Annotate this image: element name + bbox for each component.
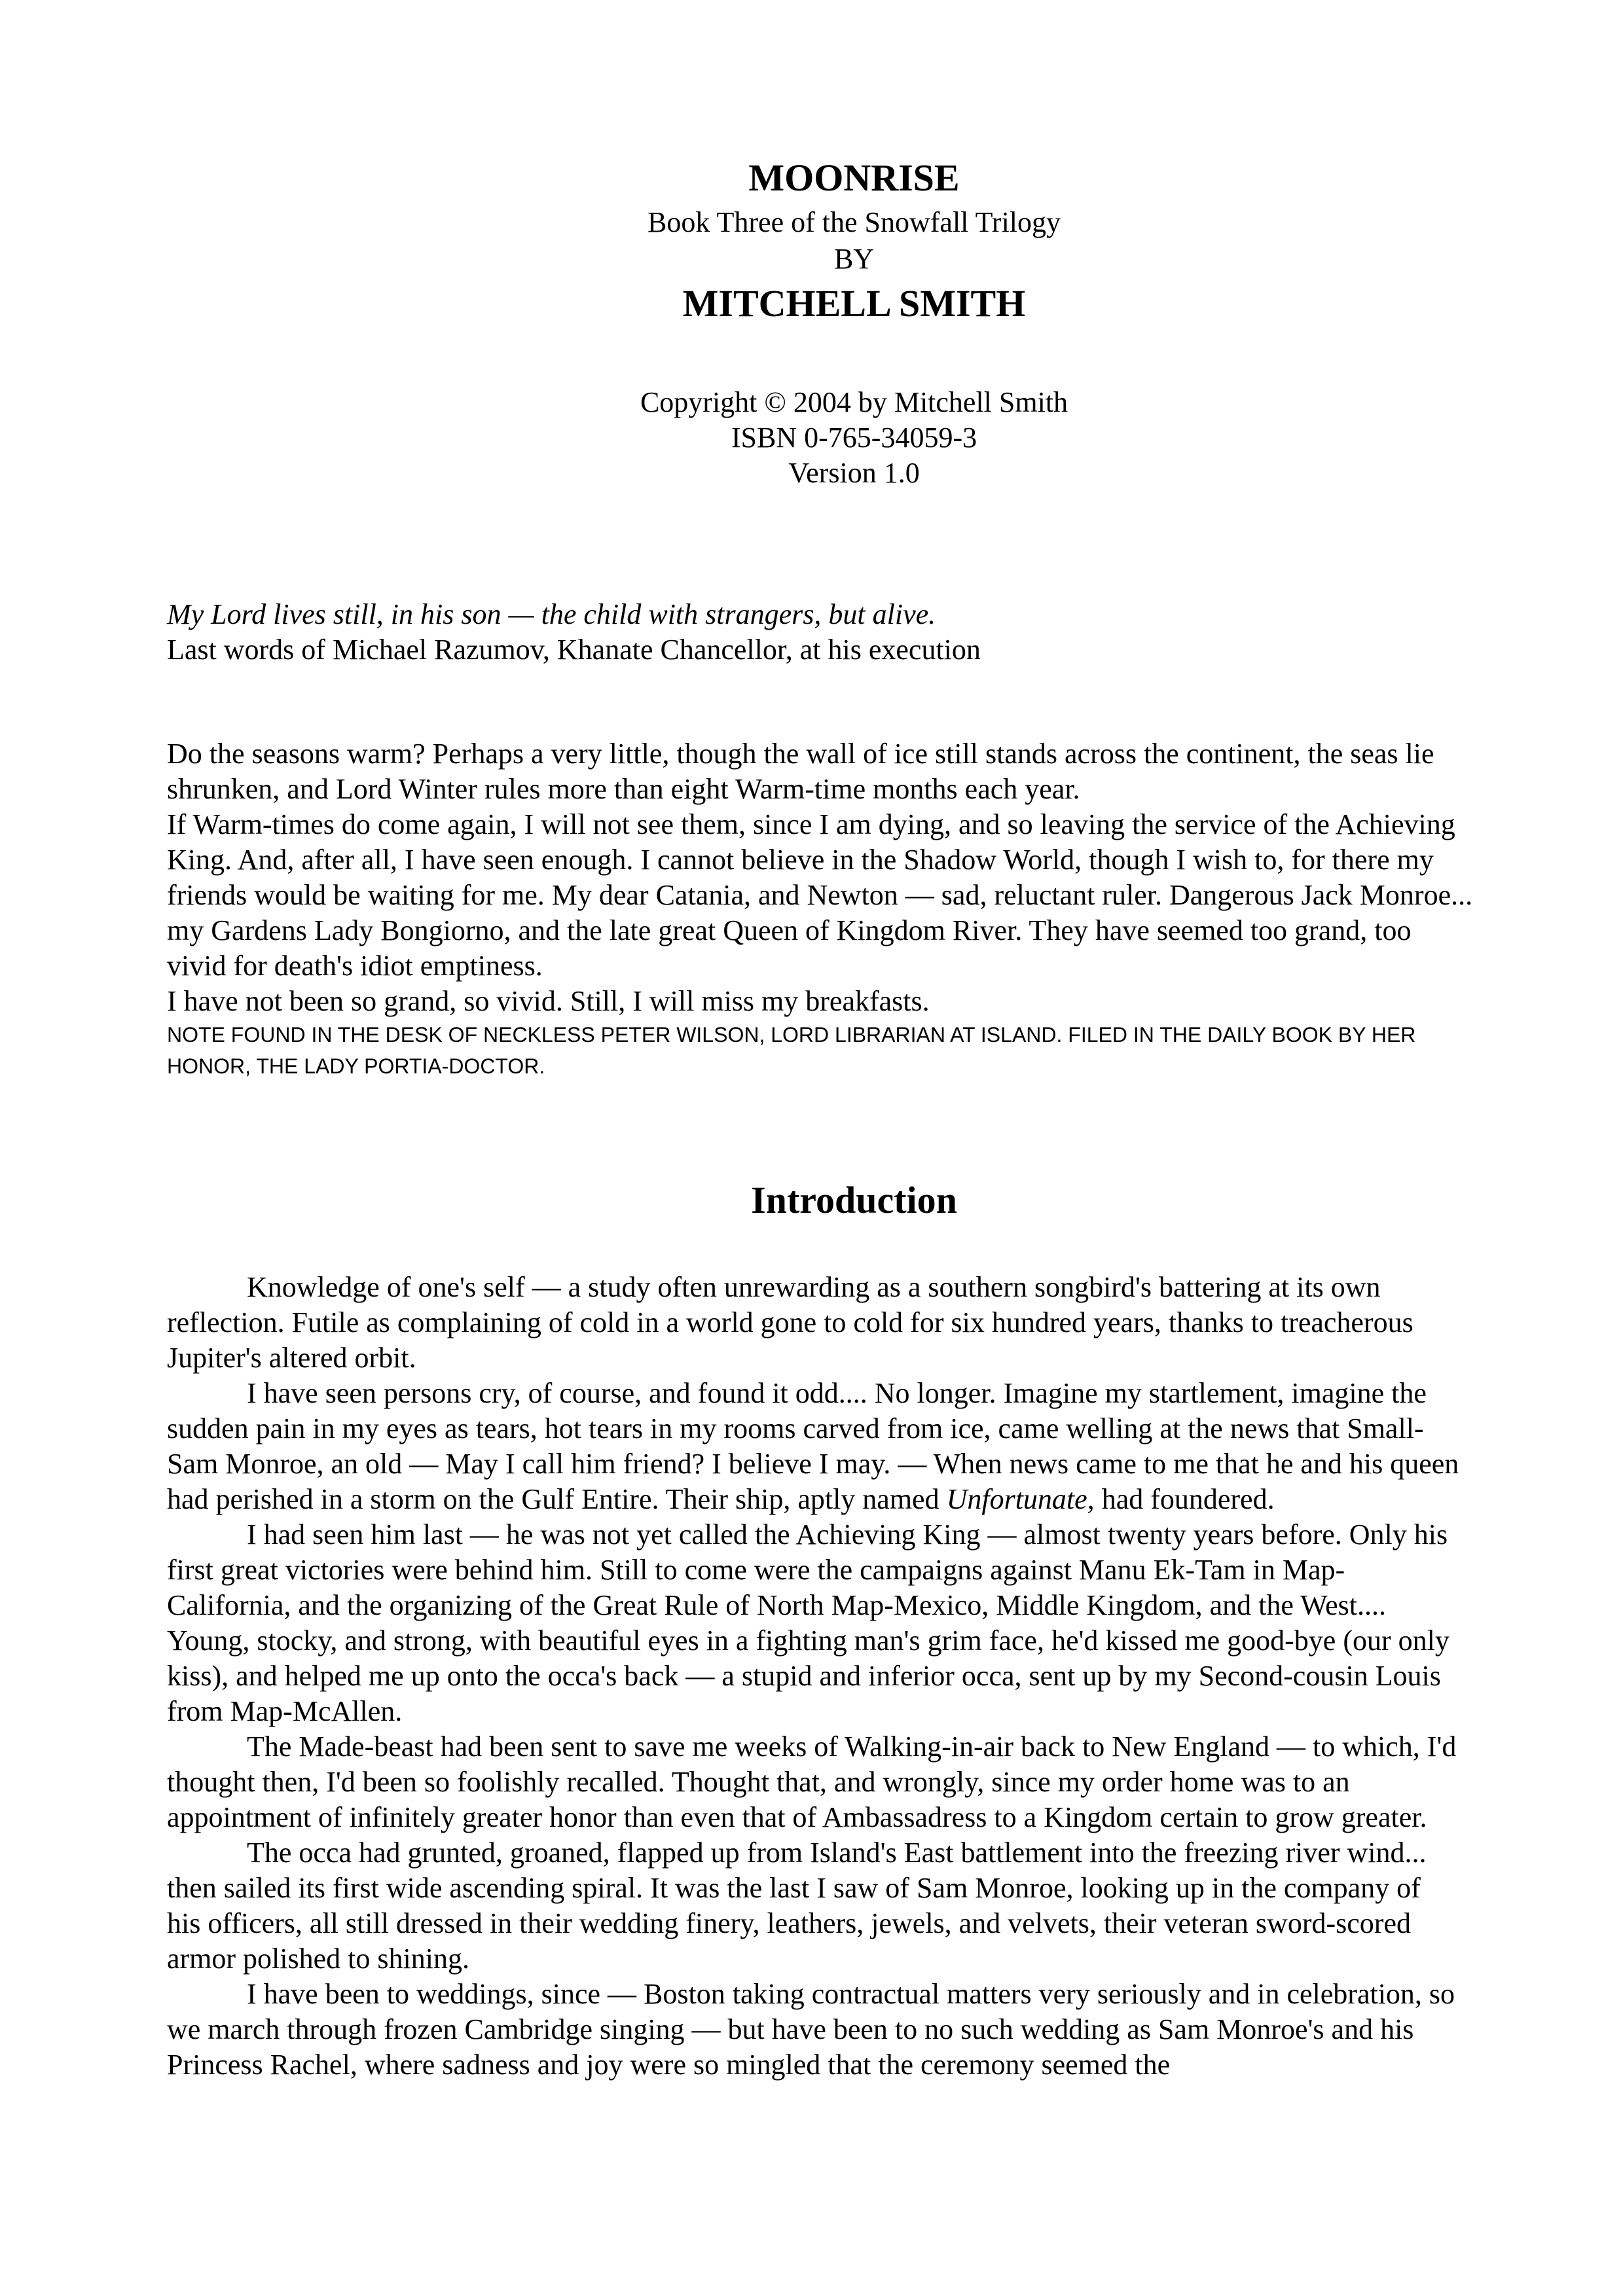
copyright-notice: Copyright © 2004 by Mitchell Smith — [640, 386, 1068, 418]
epigraph-quote: My Lord lives still, in his son — the child with strangers, but alive. — [167, 598, 936, 630]
author-name: MITCHELL SMITH — [682, 282, 1026, 325]
librarian-note — [167, 736, 1476, 1082]
copyright-block — [0, 385, 1623, 491]
book-subtitle: Book Three of the Snowfall Trilogy — [647, 206, 1061, 238]
title-block — [0, 152, 1623, 330]
body-paragraph — [167, 1376, 1460, 1517]
version: Version 1.0 — [788, 457, 920, 489]
book-title: MOONRISE — [748, 156, 960, 199]
epigraph — [167, 597, 1476, 668]
note-paragraph: Do the seasons warm? Perhaps a very little, though the wall of ice still stands across the continent, the seas lie shrunken, and Lord Winter rules more than eight Warm-time months each year. — [167, 738, 1434, 805]
body-paragraph: Knowledge of one's self — a study often unrewarding as a southern songbird's battering at its own reflection. Futile as complaining of cold in a world gone to cold for six hundred years, thanks to treacherous Jupiter's altered orbit. — [167, 1271, 1413, 1374]
body-paragraph: The Made-beast had been sent to save me weeks of Walking-in-air back to New England — to which, I'd thought then, I'd been so foolishly recalled. Thought that, and wrongly, since my order home was to an appointment of infinitely greater honor than even that of Ambassadress to a Kingdom certain to grow greater. — [167, 1731, 1457, 1833]
body-text-span: had foundered. — [1094, 1483, 1275, 1515]
body-paragraph: I had seen him last — he was not yet called the Achieving King — almost twenty years before. Only his first great victories were behind him. Still to come were the campaigns against Manu Ek-Tam in Map-California, and the organizing of the Great Rule of North Map-Mexico, Middle Kingdom, and the West.... Young, stocky, and strong, with beautiful eyes in a fighting man's grim face, he'd kissed me good-bye (our only kiss), and helped me up onto the occa's back — a stupid and inferior occa, sent up by my Second-cousin Louis from Map-McAllen. — [167, 1518, 1450, 1727]
epigraph-attribution: Last words of Michael Razumov, Khanate Chancellor, at his execution — [167, 634, 981, 666]
body-paragraph: The occa had grunted, groaned, flapped up from Island's East battlement into the freezing river wind... then sailed its first wide ascending spiral. It was the last I saw of Sam Monroe, looking up in the company of his officers, all still dressed in their wedding finery, leathers, jewels, and velvets, their veteran sword-scored armor polished to shining. — [167, 1837, 1427, 1975]
body-text-span: I have seen persons cry, of course, and found it odd.... No longer. Imagine my startlement, imagine the sudden pain in my eyes as tears, hot tears in my rooms carved from ice, came welling at the news that Small-Sam Monroe, an old — May I call him friend? I believe I may. — When news came to me that he and his queen had perished in a storm on the Gulf Entire. Their ship, aptly named — [167, 1377, 1459, 1515]
note-source: NOTE FOUND IN THE DESK OF NECKLESS PETER WILSON, LORD LIBRARIAN AT ISLAND. FILED IN THE DAILY BOOK BY HER HONOR, THE LADY PORTIA-DOCTOR. — [167, 1023, 1416, 1078]
body-paragraph: I have been to weddings, since — Boston taking contractual matters very seriously and in celebration, so we march through frozen Cambridge singing — but have been to no such wedding as Sam Monroe's and his Princess Rachel, where sadness and joy were so mingled that the ceremony seemed the — [167, 1978, 1455, 2081]
chapter-heading: Introduction — [751, 1179, 957, 1221]
note-paragraph: I have not been so grand, so vivid. Still, I will miss my breakfasts. — [167, 985, 930, 1017]
isbn: ISBN 0-765-34059-3 — [731, 422, 977, 454]
introduction-body — [167, 1270, 1460, 2083]
note-paragraph: If Warm-times do come again, I will not see them, since I am dying, and so leaving the service of the Achieving King. And, after all, I have seen enough. I cannot believe in the Shadow World, though I wish to, for there my friends would be waiting for me. My dear Catania, and Newton — sad, reluctant ruler. Dangerous Jack Monroe... my Gardens Lady Bongiorno, and the late great Queen of Kingdom River. They have seemed too grand, too vivid for death's idiot emptiness. — [167, 808, 1473, 982]
byline: BY — [833, 243, 875, 275]
ship-name: Unfortunate, — [946, 1483, 1095, 1515]
